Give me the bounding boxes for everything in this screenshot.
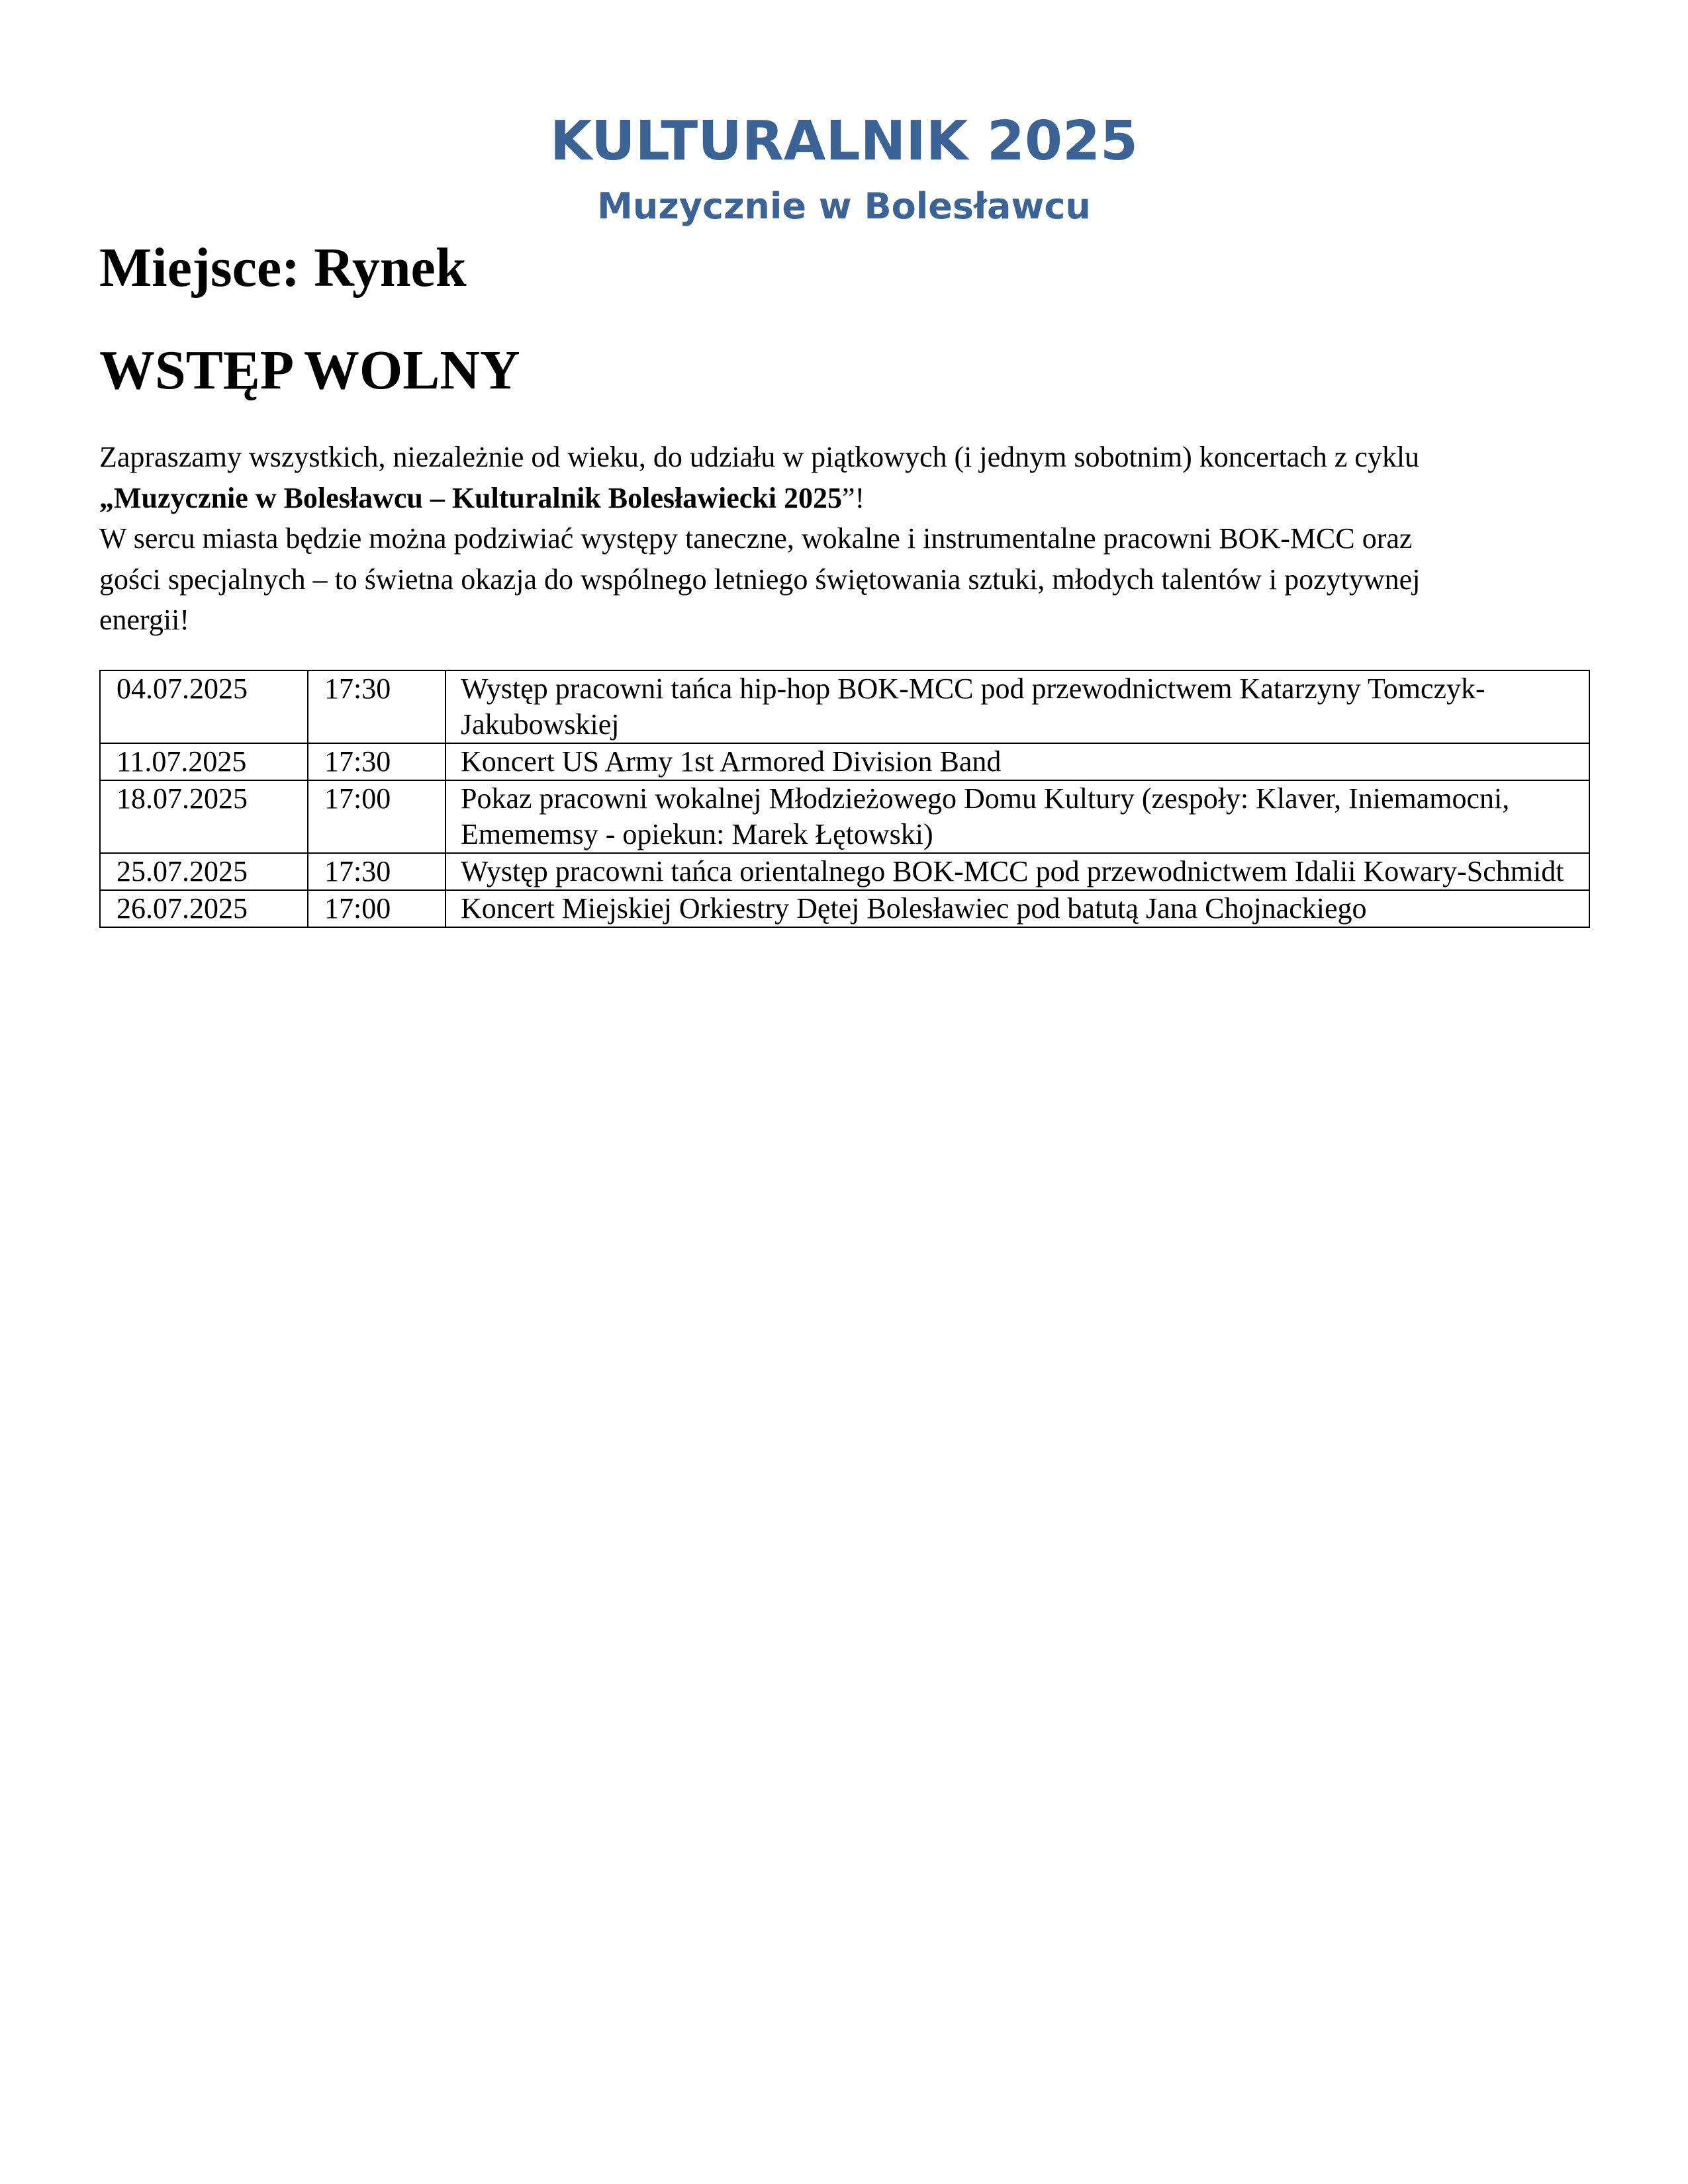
event-date: 25.07.2025 xyxy=(100,853,308,890)
intro-line-1: Zapraszamy wszystkich, niezależnie od wieku, do udziału w piątkowych (i jednym sobotnim) koncertach z cyklu xyxy=(99,441,1420,473)
intro-line-2 xyxy=(99,478,1595,519)
schedule-table xyxy=(99,670,1590,928)
intro-line-4: gości specjalnych – to świetna okazja do wspólnego letniego świętowania sztuki, młodych talentów i pozytywnej xyxy=(99,563,1421,596)
event-time: 17:30 xyxy=(308,853,445,890)
intro-line-3: W sercu miasta będzie można podziwiać występy taneczne, wokalne i instrumentalne pracowni BOK-MCC oraz xyxy=(99,522,1413,555)
event-date: 11.07.2025 xyxy=(100,743,308,780)
intro-paragraph xyxy=(99,437,1595,641)
table-row xyxy=(100,780,1589,853)
event-description: Występ pracowni tańca orientalnego BOK-MCC pod przewodnictwem Idalii Kowary-Schmidt xyxy=(445,853,1589,890)
event-time: 17:00 xyxy=(308,890,445,927)
event-description: Pokaz pracowni wokalnej Młodzieżowego Domu Kultury (zespoły: Klaver, Iniemamocni, Emememsy - opiekun: Marek Łętowski) xyxy=(445,780,1589,853)
table-row xyxy=(100,743,1589,780)
cycle-name: „Muzycznie w Bolesławcu – Kulturalnik Bolesławiecki 2025 xyxy=(99,481,842,514)
cycle-name-suffix: ”! xyxy=(841,481,865,514)
event-time: 17:00 xyxy=(308,780,445,853)
free-entry-heading: WSTĘP WOLNY xyxy=(99,340,520,401)
event-description: Występ pracowni tańca hip-hop BOK-MCC pod przewodnictwem Katarzyny Tomczyk-Jakubowskiej xyxy=(445,670,1589,743)
event-time: 17:30 xyxy=(308,743,445,780)
event-description: Koncert US Army 1st Armored Division Band xyxy=(445,743,1589,780)
table-row xyxy=(100,890,1589,927)
event-date: 18.07.2025 xyxy=(100,780,308,853)
event-time: 17:30 xyxy=(308,670,445,743)
page-title: KULTURALNIK 2025 xyxy=(549,110,1139,173)
intro-line-5: energii! xyxy=(99,604,190,636)
event-date: 26.07.2025 xyxy=(100,890,308,927)
location-heading: Miejsce: Rynek xyxy=(99,237,467,298)
table-row xyxy=(100,853,1589,890)
event-description: Koncert Miejskiej Orkiestry Dętej Bolesławiec pod batutą Jana Chojnackiego xyxy=(445,890,1589,927)
event-date: 04.07.2025 xyxy=(100,670,308,743)
page-subtitle: Muzycznie w Bolesławcu xyxy=(597,185,1091,227)
table-row xyxy=(100,670,1589,743)
